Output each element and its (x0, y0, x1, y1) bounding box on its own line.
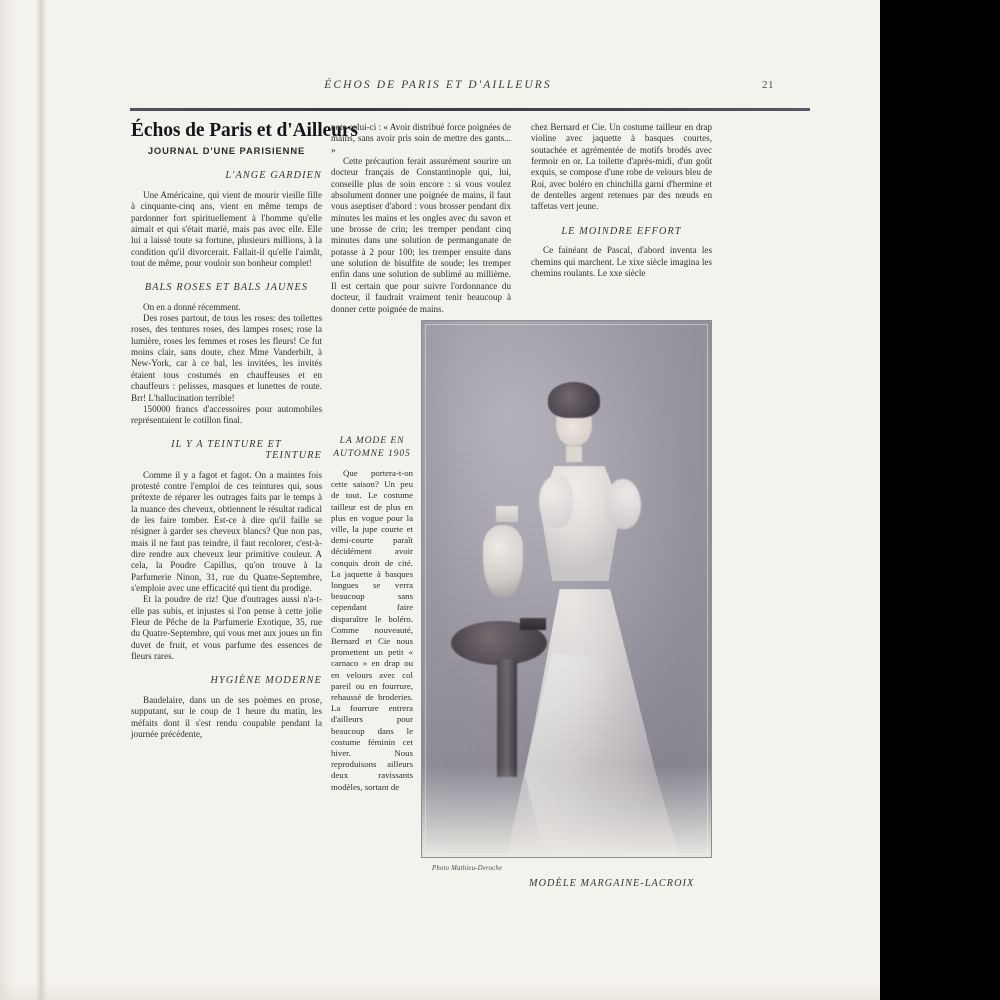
paragraph: Comme il y a fagot et fagot. On a maintes fois protesté contre l'emploi de ces teintures qui, sous prétexte de réparer les outrages faits par le temps à la nuance des cheveux, obtiennent le résultat radical de les faire tomber. Est-ce à dire qu'il faille se résigner à garder ses cheveux blancs? Que non pas, mais il ne faut pas teindre, il faut recolorer, c'est-à-dire rendre aux cheveux leur primitive couleur. A cela, la Poudre Capillus, qu'on trouve à la Parfumerie Ninon, 31, rue du Quatre-Septembre, s'emploie avec une efficacité qui tient du prodige. (131, 469, 322, 593)
masthead-title: Échos de Paris et d'Ailleurs (131, 120, 358, 141)
paragraph: Baudelaire, dans un de ses poèmes en prose, supputant, sur le coup de 1 heure du matin, les méfaits dont il s'est rendu coupable pendant la journée précédente, (131, 694, 322, 739)
section-heading-bals-roses: BALS ROSES ET BALS JAUNES (144, 282, 309, 294)
section-heading-teinture-line1: IL Y A TEINTURE ET (171, 438, 282, 450)
column-two-narrow (331, 425, 413, 793)
paragraph: Des roses partout, de tous les roses: des toilettes roses, des tentures roses, des lampes roses; rose la lumière, roses les femmes et roses les fleurs! Ce fut moins clair, sans doute, chez Mme Vanderbilt, à New-York, car à ce bal, les invitées, les invités étaient tous costumés en chauffeuses et en chauffeurs : pelisses, masques et lunettes de route. Brr! L'hallucination terrible! (131, 313, 322, 403)
section-heading-hygiene-moderne: HYGIÈNE MODERNE (210, 675, 322, 687)
paragraph: Que portera-t-on cette saison? Un peu de tout. Le costume tailleur est de plus en plus en vogue pour la ville, la jupe courte et demi-courte paraît décidément avoir conquis droit de cité. La jaquette à basques longues se verra beaucoup sans cependant faire disparaître le boléro. Comme nouveauté, Bernard et Cie nous promettent un petit « carnaco » en drap ou en velours avec col pareil ou en fourrure, rehaussé de broderies. La fourrure entrera d'ailleurs pour beaucoup dans le costume féminin cet hiver. Nous reproduisons ailleurs deux ravissants modèles, sortant de (331, 468, 413, 792)
section-heading-teinture-line2: TEINTURE (265, 450, 322, 462)
section-heading-mode-line1: LA MODE EN (339, 435, 405, 446)
photo-caption: MODÈLE MARGAINE-LACROIX (529, 878, 695, 889)
column-two (331, 122, 511, 315)
paragraph: 150000 francs d'accessoires pour automobiles représentaient le cotillon final. (131, 403, 322, 426)
paragraph: chez Bernard et Cie. Un costume tailleur en drap violine avec jaquette à basques courtes, soutachée et agrémentée de motifs brodés avec fermoir en or. La toilette d'après-midi, d'un goût exquis, se compose d'une robe de velours bleu de Roi, avec boléro en chinchilla garni d'hermine et de dentelles argent retenues par des nœuds en taffetas vert jeune. (531, 122, 712, 212)
section-heading-mode-line2: AUTOMNE 1905 (333, 447, 411, 459)
header-rule (130, 108, 810, 111)
fashion-photograph (422, 321, 711, 857)
section-heading-moindre-effort: LE MOINDRE EFFORT (561, 225, 682, 237)
photo-credit: Photo Mathieu-Deroche (432, 865, 503, 872)
right-dark-band (880, 0, 1000, 1000)
column-one (131, 120, 358, 740)
paragraph: Et la poudre de riz! Que d'outrages aussi n'a-t-elle pas subis, et injustes si l'on pense à cette jolie Fleur de Pêche de la Parfumerie Exotique, 35, rue du Quatre-Septembre, qui vous met aux joues un fin duvet de fruit, et vous parfume des essences de fleurs rares. (131, 594, 322, 662)
page-number: 21 (762, 79, 774, 91)
running-head: ÉCHOS DE PARIS ET D'AILLEURS (324, 79, 552, 91)
paragraph: Ce fainéant de Pascal, d'abord inventa les chemins qui marchent. Le xixe siècle imagina les chemins roulants. Le xxe siècle (531, 245, 712, 278)
masthead-subtitle: JOURNAL D'UNE PARISIENNE (147, 145, 306, 156)
paragraph: Cette précaution ferait assurément sourire un docteur français de Constantinople qui, lui, conseille plus de soin encore : si vous voulez absolument donner une poignée de mains, il faut vous aseptiser d'abord : vous brosser pendant dix minutes les mains et les ongles avec du savon et une brosse de crin; les tremper pendant cinq minutes dans une solution de permanganate de potasse à 2 pour 100; les tremper ensuite dans une solution de bisulfite de soude; les tremper enfin dans une solution de sublimé au millième. Il est certain que pour suivre l'ordonnance du docteur, il faudrait vraiment tenir beaucoup à donner cette poignée de mains. (331, 156, 511, 314)
paragraph: On en a donné récemment. (143, 301, 241, 312)
paragraph: note celui-ci : « Avoir distribué force poignées de mains, sans avoir pris soin de mettre des gants... » (331, 122, 511, 155)
photo-inner-border (425, 324, 708, 854)
column-three (531, 122, 712, 279)
section-heading-ange-gardien: L'ANGE GARDIEN (225, 170, 322, 182)
paragraph: Une Américaine, qui vient de mourir vieille fille à cinquante-cinq ans, vient en même temps de pardonner fort spirituellement à l'homme qu'elle aimait et qui s'était marié, mais pas avec elle. Elle lui a laissé toute sa fortune, plusieurs millions, à la condition qu'il divorcerait. Fallait-il qu'elle l'aimât, tout de même, pour vouloir son bonheur complet! (131, 189, 322, 268)
